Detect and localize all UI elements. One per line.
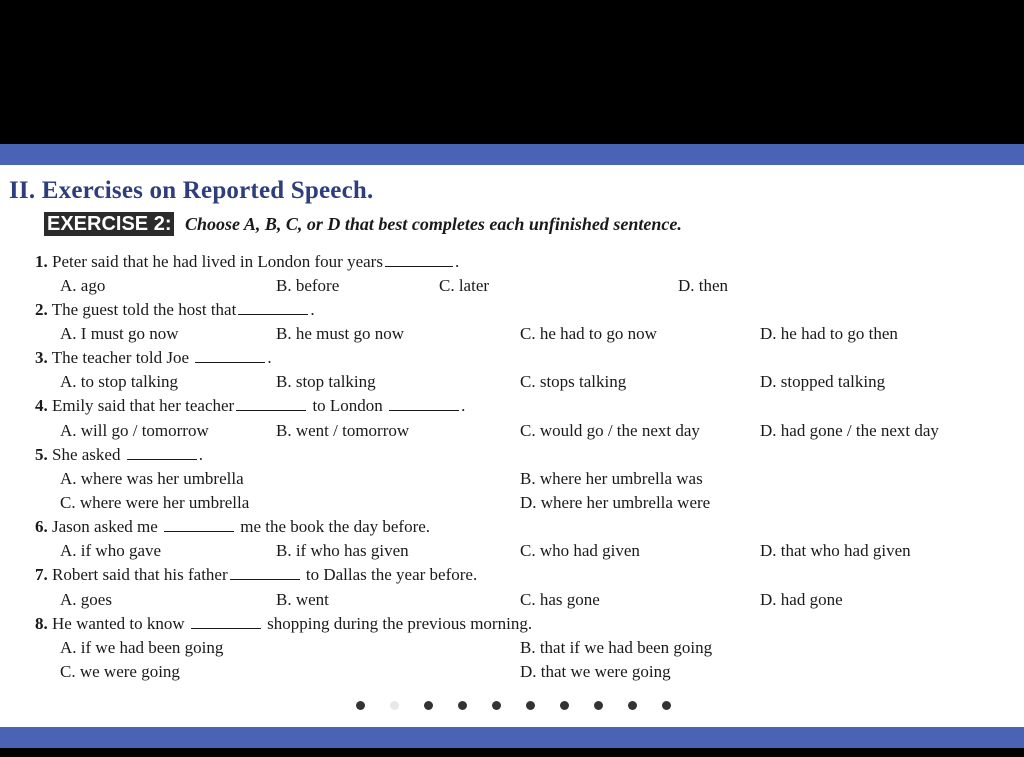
question-2: 2. The guest told the host that .: [35, 300, 315, 319]
option-5b[interactable]: B. where her umbrella was: [520, 469, 703, 488]
question-7: 7. Robert said that his father to Dallas the year before.: [35, 565, 478, 584]
slide-pagination: [0, 701, 1024, 713]
question-4: 4. Emily said that her teacher to London .: [35, 396, 466, 415]
pagination-dot[interactable]: [526, 701, 535, 710]
answer-blank[interactable]: [164, 517, 234, 532]
option-3c[interactable]: C. stops talking: [520, 372, 627, 391]
pagination-dot[interactable]: [662, 701, 671, 710]
question-3: 3. The teacher told Joe .: [35, 348, 272, 367]
bottom-letterbox: [0, 748, 1024, 757]
question-8: 8. He wanted to know shopping during the previous morning.: [35, 614, 533, 633]
option-3d[interactable]: D. stopped talking: [760, 372, 886, 391]
pagination-dot[interactable]: [492, 701, 501, 710]
answer-blank[interactable]: [230, 565, 300, 580]
option-8b[interactable]: B. that if we had been going: [520, 638, 713, 657]
answer-blank[interactable]: [385, 252, 453, 267]
option-7b[interactable]: B. went: [276, 590, 329, 609]
option-7a[interactable]: A. goes: [60, 590, 112, 609]
option-2a[interactable]: A. I must go now: [60, 324, 179, 343]
answer-blank[interactable]: [195, 348, 265, 363]
slide-top-bar: [0, 144, 1024, 165]
option-7c[interactable]: C. has gone: [520, 590, 600, 609]
option-1d[interactable]: D. then: [678, 276, 729, 295]
pagination-dot[interactable]: [628, 701, 637, 710]
exercise-badge: EXERCISE 2:: [44, 212, 174, 236]
slide-bottom-bar: [0, 727, 1024, 748]
option-8a[interactable]: A. if we had been going: [60, 638, 224, 657]
option-5d[interactable]: D. where her umbrella were: [520, 493, 711, 512]
question-1: 1. Peter said that he had lived in London four years .: [35, 252, 460, 271]
option-1c[interactable]: C. later: [439, 276, 490, 295]
option-4b[interactable]: B. went / tomorrow: [276, 421, 410, 440]
option-8c[interactable]: C. we were going: [60, 662, 180, 681]
option-7d[interactable]: D. had gone: [760, 590, 843, 609]
option-8d[interactable]: D. that we were going: [520, 662, 671, 681]
pagination-dot[interactable]: [560, 701, 569, 710]
pagination-dot[interactable]: [356, 701, 365, 710]
instruction-text: Choose A, B, C, or D that best completes each unfinished sentence.: [185, 214, 682, 234]
option-6a[interactable]: A. if who gave: [60, 541, 162, 560]
question-6: 6. Jason asked me me the book the day before.: [35, 517, 431, 536]
page-title: II. Exercises on Reported Speech.: [9, 177, 374, 204]
answer-blank[interactable]: [389, 396, 459, 411]
option-6c[interactable]: C. who had given: [520, 541, 640, 560]
pagination-dot[interactable]: [390, 701, 399, 710]
option-2b[interactable]: B. he must go now: [276, 324, 404, 343]
option-4a[interactable]: A. will go / tomorrow: [60, 421, 209, 440]
option-6d[interactable]: D. that who had given: [760, 541, 911, 560]
option-3b[interactable]: B. stop talking: [276, 372, 376, 391]
option-1a[interactable]: A. ago: [60, 276, 106, 295]
option-2c[interactable]: C. he had to go now: [520, 324, 657, 343]
pagination-dot[interactable]: [594, 701, 603, 710]
answer-blank[interactable]: [191, 614, 261, 629]
question-5: 5. She asked .: [35, 445, 203, 464]
answer-blank[interactable]: [236, 396, 306, 411]
option-4d[interactable]: D. had gone / the next day: [760, 421, 939, 440]
option-5a[interactable]: A. where was her umbrella: [60, 469, 244, 488]
slide: [0, 165, 1024, 727]
top-letterbox: [0, 0, 1024, 144]
answer-blank[interactable]: [238, 300, 308, 315]
pagination-dot[interactable]: [458, 701, 467, 710]
answer-blank[interactable]: [127, 445, 197, 460]
option-5c[interactable]: C. where were her umbrella: [60, 493, 250, 512]
option-1b[interactable]: B. before: [276, 276, 340, 295]
option-4c[interactable]: C. would go / the next day: [520, 421, 700, 440]
option-3a[interactable]: A. to stop talking: [60, 372, 179, 391]
option-6b[interactable]: B. if who has given: [276, 541, 409, 560]
option-2d[interactable]: D. he had to go then: [760, 324, 898, 343]
pagination-dot[interactable]: [424, 701, 433, 710]
